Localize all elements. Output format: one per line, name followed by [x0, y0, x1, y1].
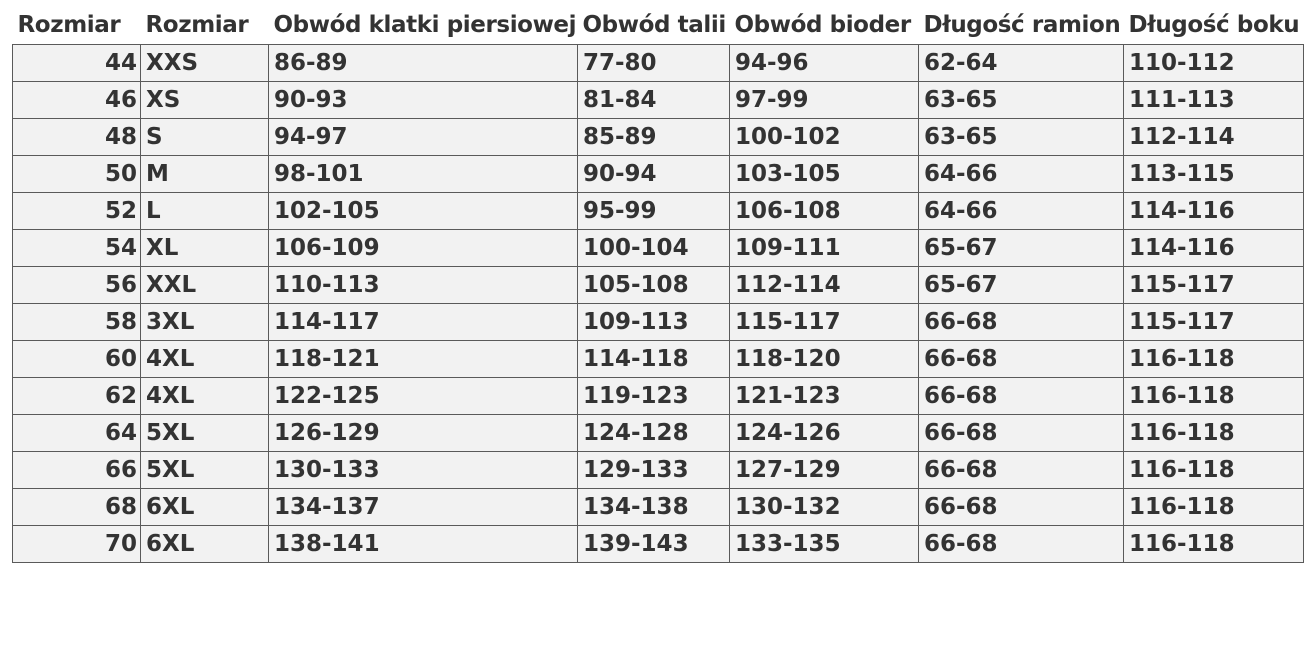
cell-size-number: 60	[13, 340, 141, 377]
cell-size-letter: 4XL	[141, 377, 269, 414]
cell-chest: 102-105	[269, 192, 578, 229]
cell-size-letter: XXS	[141, 44, 269, 81]
cell-chest: 122-125	[269, 377, 578, 414]
cell-waist: 139-143	[578, 525, 730, 562]
cell-side-length: 113-115	[1124, 155, 1304, 192]
cell-waist: 77-80	[578, 44, 730, 81]
cell-size-letter: XS	[141, 81, 269, 118]
cell-hips: 118-120	[730, 340, 919, 377]
cell-size-number: 54	[13, 229, 141, 266]
cell-side-length: 110-112	[1124, 44, 1304, 81]
cell-sleeve-length: 65-67	[919, 266, 1124, 303]
cell-size-number: 58	[13, 303, 141, 340]
cell-size-number: 46	[13, 81, 141, 118]
cell-size-letter: L	[141, 192, 269, 229]
cell-waist: 134-138	[578, 488, 730, 525]
table-row	[13, 44, 1304, 81]
cell-size-letter: XXL	[141, 266, 269, 303]
table-row	[13, 266, 1304, 303]
header-size-number: Rozmiar	[13, 7, 141, 44]
cell-size-letter: S	[141, 118, 269, 155]
cell-waist: 114-118	[578, 340, 730, 377]
cell-chest: 130-133	[269, 451, 578, 488]
cell-hips: 100-102	[730, 118, 919, 155]
cell-hips: 109-111	[730, 229, 919, 266]
cell-size-number: 64	[13, 414, 141, 451]
cell-waist: 85-89	[578, 118, 730, 155]
cell-size-number: 52	[13, 192, 141, 229]
table-row	[13, 229, 1304, 266]
cell-sleeve-length: 66-68	[919, 451, 1124, 488]
cell-size-number: 68	[13, 488, 141, 525]
cell-chest: 118-121	[269, 340, 578, 377]
cell-size-number: 66	[13, 451, 141, 488]
cell-waist: 81-84	[578, 81, 730, 118]
cell-waist: 100-104	[578, 229, 730, 266]
cell-size-number: 44	[13, 44, 141, 81]
cell-chest: 90-93	[269, 81, 578, 118]
cell-side-length: 116-118	[1124, 377, 1304, 414]
cell-chest: 98-101	[269, 155, 578, 192]
cell-sleeve-length: 66-68	[919, 525, 1124, 562]
cell-sleeve-length: 64-66	[919, 192, 1124, 229]
cell-size-letter: 5XL	[141, 414, 269, 451]
cell-size-letter: 4XL	[141, 340, 269, 377]
cell-sleeve-length: 62-64	[919, 44, 1124, 81]
cell-sleeve-length: 63-65	[919, 118, 1124, 155]
cell-side-length: 111-113	[1124, 81, 1304, 118]
table-row	[13, 488, 1304, 525]
size-chart-table	[12, 7, 1304, 563]
cell-sleeve-length: 66-68	[919, 303, 1124, 340]
cell-waist: 90-94	[578, 155, 730, 192]
table-row	[13, 525, 1304, 562]
cell-hips: 121-123	[730, 377, 919, 414]
header-waist: Obwód talii	[578, 7, 730, 44]
cell-side-length: 115-117	[1124, 303, 1304, 340]
cell-hips: 130-132	[730, 488, 919, 525]
table-row	[13, 340, 1304, 377]
cell-size-number: 62	[13, 377, 141, 414]
table-row	[13, 192, 1304, 229]
table-row	[13, 414, 1304, 451]
cell-sleeve-length: 64-66	[919, 155, 1124, 192]
cell-sleeve-length: 66-68	[919, 340, 1124, 377]
cell-hips: 94-96	[730, 44, 919, 81]
table-row	[13, 451, 1304, 488]
cell-size-letter: 6XL	[141, 525, 269, 562]
cell-sleeve-length: 66-68	[919, 377, 1124, 414]
header-chest: Obwód klatki piersiowej	[269, 7, 578, 44]
cell-hips: 133-135	[730, 525, 919, 562]
header-sleeve-length: Długość ramion	[919, 7, 1124, 44]
header-side-length: Długość boku	[1124, 7, 1304, 44]
cell-hips: 127-129	[730, 451, 919, 488]
table-row	[13, 155, 1304, 192]
cell-hips: 115-117	[730, 303, 919, 340]
cell-size-letter: M	[141, 155, 269, 192]
cell-size-letter: 6XL	[141, 488, 269, 525]
cell-chest: 94-97	[269, 118, 578, 155]
cell-hips: 106-108	[730, 192, 919, 229]
header-hips: Obwód bioder	[730, 7, 919, 44]
cell-size-number: 48	[13, 118, 141, 155]
cell-side-length: 115-117	[1124, 266, 1304, 303]
cell-sleeve-length: 63-65	[919, 81, 1124, 118]
cell-waist: 124-128	[578, 414, 730, 451]
cell-side-length: 114-116	[1124, 229, 1304, 266]
cell-chest: 114-117	[269, 303, 578, 340]
cell-size-number: 56	[13, 266, 141, 303]
cell-side-length: 116-118	[1124, 525, 1304, 562]
cell-chest: 106-109	[269, 229, 578, 266]
cell-chest: 86-89	[269, 44, 578, 81]
cell-sleeve-length: 65-67	[919, 229, 1124, 266]
cell-waist: 109-113	[578, 303, 730, 340]
cell-chest: 110-113	[269, 266, 578, 303]
cell-side-length: 116-118	[1124, 414, 1304, 451]
cell-side-length: 114-116	[1124, 192, 1304, 229]
table-row	[13, 81, 1304, 118]
cell-sleeve-length: 66-68	[919, 414, 1124, 451]
cell-chest: 126-129	[269, 414, 578, 451]
cell-waist: 129-133	[578, 451, 730, 488]
cell-sleeve-length: 66-68	[919, 488, 1124, 525]
table-row	[13, 118, 1304, 155]
cell-waist: 119-123	[578, 377, 730, 414]
cell-chest: 134-137	[269, 488, 578, 525]
table-row	[13, 303, 1304, 340]
cell-side-length: 112-114	[1124, 118, 1304, 155]
cell-hips: 112-114	[730, 266, 919, 303]
cell-chest: 138-141	[269, 525, 578, 562]
cell-size-letter: 3XL	[141, 303, 269, 340]
cell-waist: 95-99	[578, 192, 730, 229]
header-size-letter: Rozmiar	[141, 7, 269, 44]
table-body	[13, 44, 1304, 562]
cell-hips: 103-105	[730, 155, 919, 192]
header-row	[13, 7, 1304, 44]
cell-size-letter: 5XL	[141, 451, 269, 488]
cell-size-number: 50	[13, 155, 141, 192]
cell-size-number: 70	[13, 525, 141, 562]
cell-hips: 97-99	[730, 81, 919, 118]
cell-size-letter: XL	[141, 229, 269, 266]
cell-side-length: 116-118	[1124, 488, 1304, 525]
table-row	[13, 377, 1304, 414]
cell-waist: 105-108	[578, 266, 730, 303]
cell-side-length: 116-118	[1124, 451, 1304, 488]
cell-side-length: 116-118	[1124, 340, 1304, 377]
cell-hips: 124-126	[730, 414, 919, 451]
